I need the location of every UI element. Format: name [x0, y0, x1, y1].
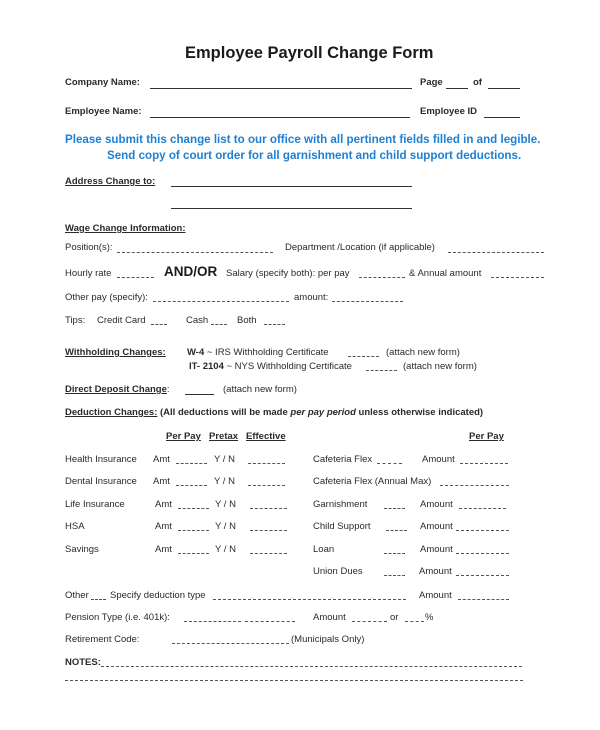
header-per-pay: Per Pay	[166, 431, 201, 442]
of-label: of	[473, 77, 482, 88]
deduction-child-support-label: Child Support	[313, 521, 371, 532]
hsa-amt-field[interactable]	[178, 530, 209, 531]
health-insurance-amt-field[interactable]	[176, 463, 207, 464]
deduction-changes-row	[65, 407, 483, 418]
pension-percent-field[interactable]	[405, 621, 424, 622]
pension-amount-label: Amount	[313, 612, 346, 623]
direct-deposit-colon: :	[166, 384, 170, 395]
salary-per-pay-label: Salary (specify both): per pay	[226, 268, 350, 279]
annual-amount-field[interactable]	[491, 277, 544, 278]
hsa-yn[interactable]: Y / N	[215, 521, 236, 532]
w4-desc: ~ IRS Withholding Certificate	[206, 347, 329, 358]
deduction-garnishment-label: Garnishment	[313, 499, 368, 510]
tips-option-cash: Cash	[186, 315, 209, 326]
address-line-1-field[interactable]	[171, 186, 412, 187]
municipals-only-note: (Municipals Only)	[291, 634, 365, 645]
other-label: Other	[65, 590, 89, 601]
notes-field-1[interactable]	[101, 666, 522, 667]
union-dues-amount-field[interactable]	[456, 575, 509, 576]
notes-label: NOTES:	[65, 657, 101, 668]
salary-per-pay-field[interactable]	[359, 277, 405, 278]
deduction-note-em: per pay period	[290, 407, 356, 418]
tips-both-field[interactable]	[264, 324, 285, 325]
page-total-field[interactable]	[488, 88, 520, 89]
tips-credit-card-field[interactable]	[151, 324, 167, 325]
amount-label: Amount	[420, 544, 453, 555]
and-or-label: AND/OR	[164, 264, 218, 279]
cafeteria-flex-annual-max-field[interactable]	[440, 485, 509, 486]
life-insurance-yn[interactable]: Y / N	[215, 499, 236, 510]
garnishment-field[interactable]	[384, 508, 405, 509]
health-insurance-effective-field[interactable]	[248, 463, 285, 464]
life-insurance-effective-field[interactable]	[250, 508, 287, 509]
savings-yn[interactable]: Y / N	[215, 544, 236, 555]
w4-field[interactable]	[348, 356, 379, 357]
savings-effective-field[interactable]	[250, 553, 287, 554]
employee-name-label: Employee Name:	[65, 106, 142, 117]
hourly-rate-label: Hourly rate	[65, 268, 112, 279]
it2104-code: IT- 2104	[189, 361, 224, 372]
cafeteria-flex-amount-field[interactable]	[460, 463, 508, 464]
amount-label: Amount	[422, 454, 455, 465]
dental-insurance-effective-field[interactable]	[248, 485, 285, 486]
loan-field[interactable]	[384, 553, 405, 554]
page-label: Page	[420, 77, 443, 88]
pension-type-field-2[interactable]	[245, 621, 295, 622]
deduction-union-dues-label: Union Dues	[313, 566, 363, 577]
pension-amount-field[interactable]	[352, 621, 387, 622]
direct-deposit-heading: Direct Deposit Change	[65, 384, 167, 395]
employee-id-field[interactable]	[484, 117, 520, 118]
amount-label: Amount	[419, 566, 452, 577]
amt-label: Amt	[155, 544, 172, 555]
other-pay-amount-field[interactable]	[332, 301, 403, 302]
specify-deduction-label: Specify deduction type	[110, 590, 206, 601]
direct-deposit-note: (attach new form)	[223, 384, 297, 395]
amt-label: Amt	[155, 499, 172, 510]
other-pay-field[interactable]	[153, 301, 289, 302]
header-right-per-pay: Per Pay	[469, 431, 504, 442]
company-name-label: Company Name:	[65, 77, 140, 88]
instruction-line-1: Please submit this change list to our office with all pertinent fields filled in and legible.	[65, 133, 541, 146]
savings-amt-field[interactable]	[178, 553, 209, 554]
deduction-cafeteria-flex-annual-max-label: Cafeteria Flex (Annual Max)	[313, 476, 432, 487]
life-insurance-amt-field[interactable]	[178, 508, 209, 509]
other-pay-label: Other pay (specify):	[65, 292, 148, 303]
hsa-effective-field[interactable]	[250, 530, 287, 531]
pension-type-field-1[interactable]	[184, 621, 241, 622]
amt-label: Amt	[153, 476, 170, 487]
position-label: Position(s):	[65, 242, 113, 253]
pension-type-label: Pension Type (i.e. 401k):	[65, 612, 170, 623]
amount-label: Amount	[420, 521, 453, 532]
wage-change-heading: Wage Change Information:	[65, 223, 186, 234]
deduction-life-insurance-label: Life Insurance	[65, 499, 125, 510]
dental-insurance-yn[interactable]: Y / N	[214, 476, 235, 487]
it2104-desc: ~ NYS Withholding Certificate	[226, 361, 352, 372]
other-amount-label: Amount	[419, 590, 452, 601]
header-effective: Effective	[246, 431, 286, 442]
notes-field-2[interactable]	[65, 680, 523, 681]
pension-or-label: or	[390, 612, 399, 623]
retirement-code-field[interactable]	[172, 643, 289, 644]
deduction-note-pre: (All deductions will be made	[160, 407, 291, 418]
deduction-savings-label: Savings	[65, 544, 99, 555]
tips-option-credit-card: Credit Card	[97, 315, 146, 326]
w4-note: (attach new form)	[386, 347, 460, 358]
deduction-hsa-label: HSA	[65, 521, 85, 532]
cafeteria-flex-field[interactable]	[377, 463, 402, 464]
tips-cash-field[interactable]	[211, 324, 227, 325]
it2104-field[interactable]	[366, 370, 397, 371]
tips-label: Tips:	[65, 315, 86, 326]
page-number-field[interactable]	[446, 88, 468, 89]
deduction-note-post: unless otherwise indicated)	[355, 407, 484, 418]
child-support-field[interactable]	[386, 530, 407, 531]
address-change-heading: Address Change to:	[65, 176, 156, 187]
deduction-cafeteria-flex-label: Cafeteria Flex	[313, 454, 373, 465]
direct-deposit-row	[65, 384, 170, 395]
amt-label: Amt	[155, 521, 172, 532]
header-pretax: Pretax	[209, 431, 239, 442]
loan-amount-field[interactable]	[456, 553, 509, 554]
deduction-dental-insurance-label: Dental Insurance	[65, 476, 137, 487]
percent-sign: %	[425, 612, 434, 623]
instruction-line-2: Send copy of court order for all garnishment and child support deductions.	[107, 149, 522, 162]
w4-row	[187, 347, 329, 358]
hourly-rate-field[interactable]	[117, 277, 154, 278]
form-title: Employee Payroll Change Form	[185, 44, 434, 62]
amount-label: Amount	[420, 499, 453, 510]
position-field[interactable]	[117, 252, 273, 253]
retirement-code-label: Retirement Code:	[65, 634, 140, 645]
other-pay-amount-label: amount:	[294, 292, 329, 303]
deduction-health-insurance-label: Health Insurance	[65, 454, 137, 465]
address-line-2-field[interactable]	[171, 208, 412, 209]
department-field[interactable]	[448, 252, 544, 253]
annual-amount-label: & Annual amount	[409, 268, 482, 279]
child-support-amount-field[interactable]	[456, 530, 509, 531]
employee-id-label: Employee ID	[420, 106, 478, 117]
it2104-note: (attach new form)	[403, 361, 477, 372]
union-dues-field[interactable]	[384, 575, 405, 576]
other-amount-field[interactable]	[458, 599, 509, 600]
garnishment-amount-field[interactable]	[459, 508, 506, 509]
company-name-field[interactable]	[150, 88, 412, 89]
department-label: Department /Location (if applicable)	[285, 242, 435, 253]
tips-option-both: Both	[237, 315, 257, 326]
dental-insurance-amt-field[interactable]	[176, 485, 207, 486]
w4-code: W-4	[187, 347, 205, 358]
deduction-changes-heading: Deduction Changes:	[65, 407, 158, 418]
specify-deduction-field[interactable]	[213, 599, 406, 600]
direct-deposit-field[interactable]	[185, 394, 214, 395]
withholding-changes-heading: Withholding Changes:	[65, 347, 166, 358]
health-insurance-yn[interactable]: Y / N	[214, 454, 235, 465]
employee-name-field[interactable]	[150, 117, 410, 118]
it2104-row	[189, 361, 352, 372]
amt-label: Amt	[153, 454, 170, 465]
deduction-loan-label: Loan	[313, 544, 335, 555]
other-checkbox-field[interactable]	[91, 599, 106, 600]
